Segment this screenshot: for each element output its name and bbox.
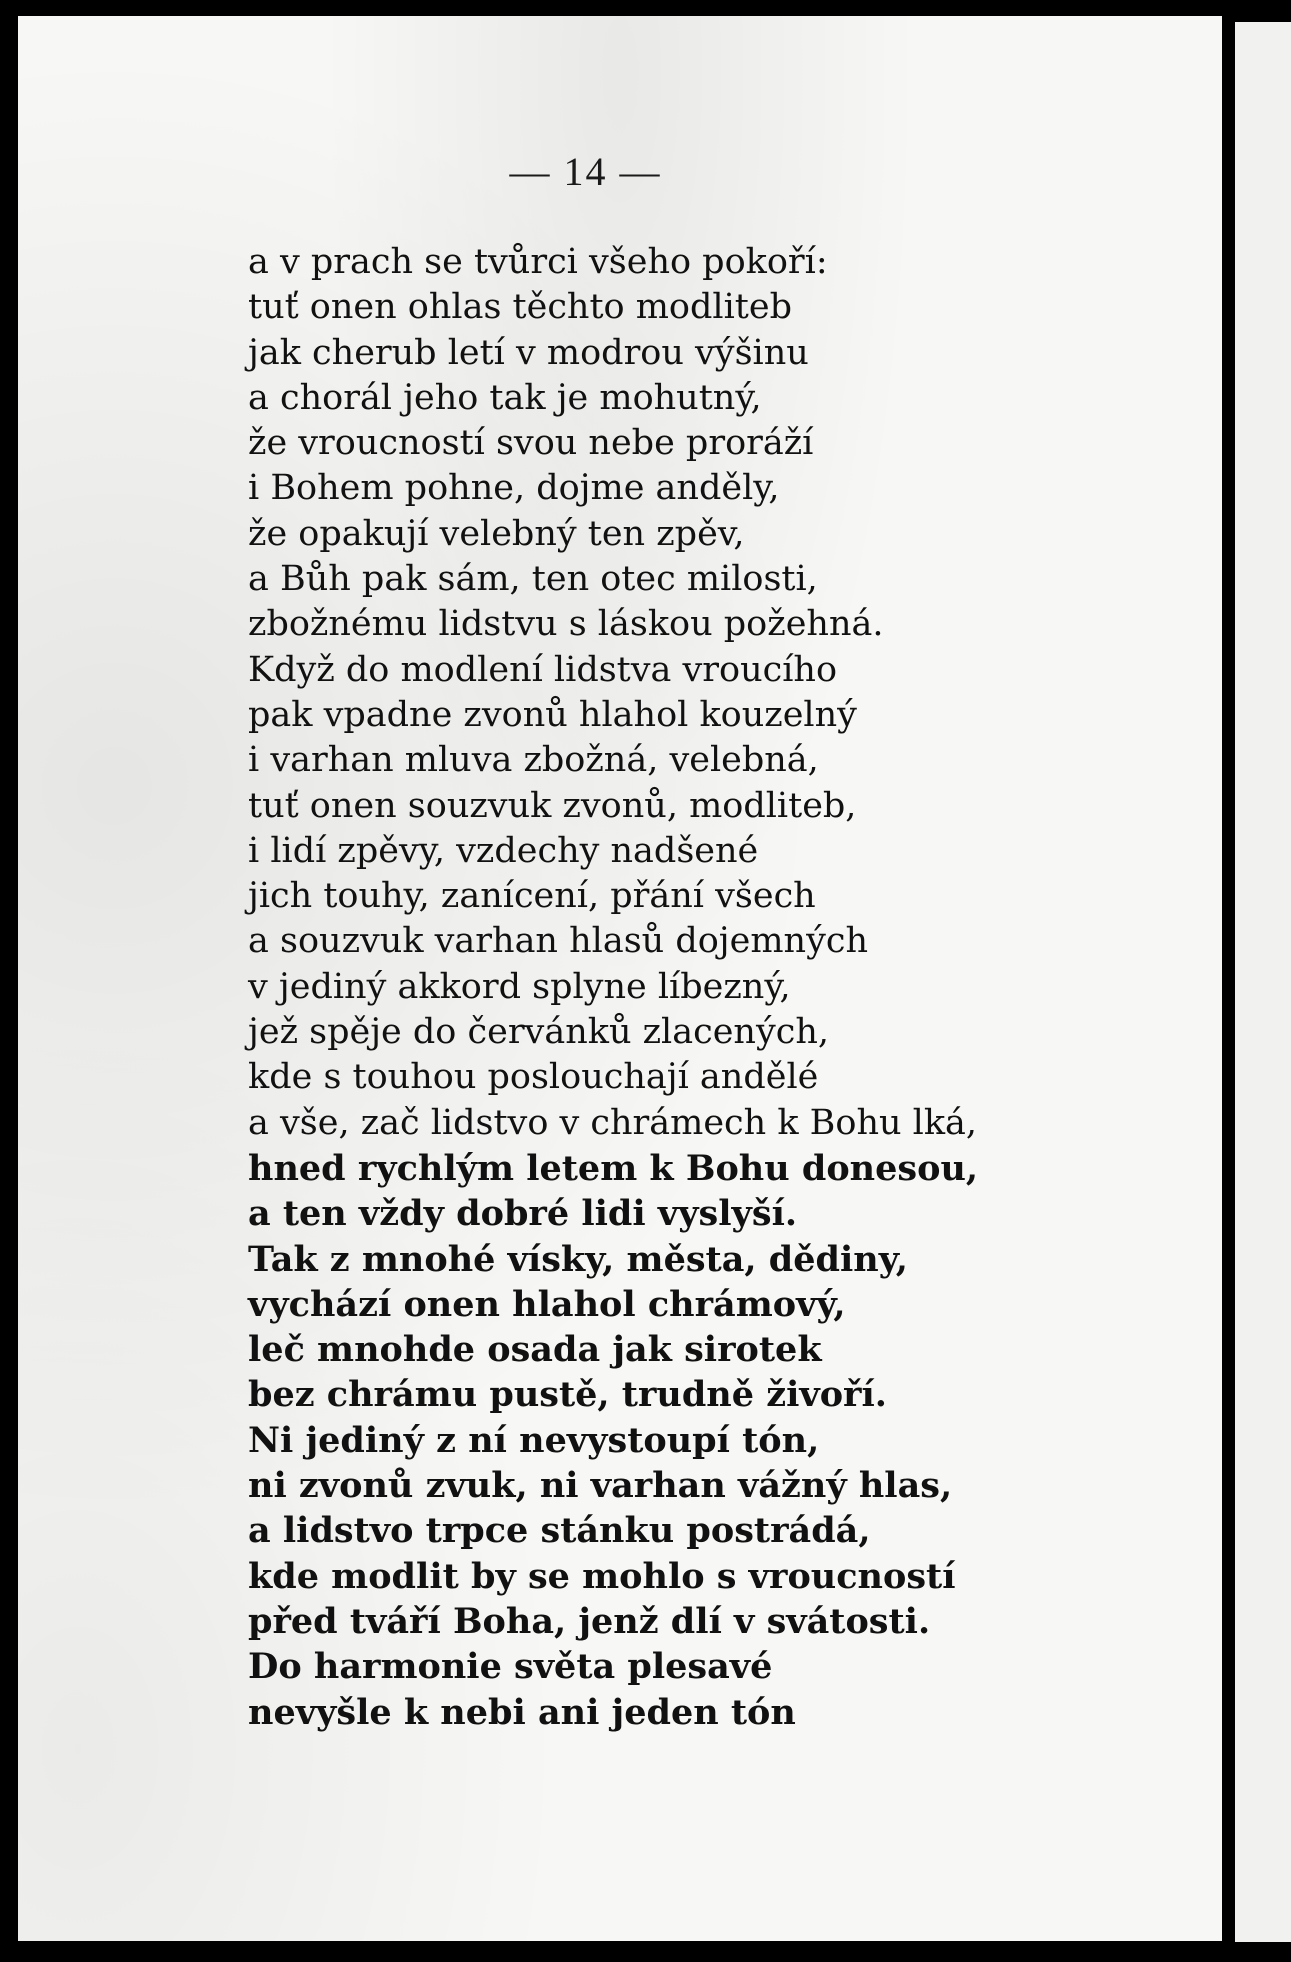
poem-line: i Bohem pohne, dojme anděly, xyxy=(248,468,780,509)
poem-line: nevyšle k nebi ani jeden tón xyxy=(248,1691,796,1733)
poem-line: leč mnohde osada jak sirotek xyxy=(248,1329,822,1371)
poem-line: jich touhy, zanícení, přání všech xyxy=(248,876,816,917)
poem-line: i lidí zpěvy, vzdechy nadšené xyxy=(248,830,759,871)
poem-line: kde modlit by se mohlo s vroucností xyxy=(248,1555,956,1597)
poem-line: jež spěje do červánků zlacených, xyxy=(248,1012,830,1053)
poem-line: a vše, zač lidstvo v chrámech k Bohu lká, xyxy=(248,1102,978,1143)
poem-text xyxy=(248,240,978,1735)
poem-line: Tak z mnohé vísky, města, dědiny, xyxy=(248,1238,908,1280)
page-number-text: — 14 — xyxy=(509,149,662,194)
poem-line: a lidstvo trpce stánku postrádá, xyxy=(248,1510,871,1552)
page-number xyxy=(0,148,1291,195)
poem-line: tuť onen souzvuk zvonů, modliteb, xyxy=(248,785,857,826)
poem-line: kde s touhou poslouchají andělé xyxy=(248,1057,819,1098)
poem-line: Ni jediný z ní nevystoupí tón, xyxy=(248,1419,820,1461)
poem-line: a Bůh pak sám, ten otec milosti, xyxy=(248,559,818,600)
poem-line: že opakují velebný ten zpěv, xyxy=(248,513,745,554)
poem-line: i varhan mluva zbožná, velebná, xyxy=(248,740,819,781)
poem-line: jak cherub letí v modrou výšinu xyxy=(248,332,809,373)
poem-line: vychází onen hlahol chrámový, xyxy=(248,1283,846,1325)
poem-line: hned rychlým letem k Bohu donesou, xyxy=(248,1147,979,1189)
poem-line: zbožnému lidstvu s láskou požehná. xyxy=(248,604,884,645)
poem-line: tuť onen ohlas těchto modliteb xyxy=(248,287,792,328)
poem-line: a chorál jeho tak je mohutný, xyxy=(248,377,762,418)
poem-line: Do harmonie světa plesavé xyxy=(248,1646,773,1688)
poem-line: před tváří Boha, jenž dlí v svátosti. xyxy=(248,1600,931,1642)
poem-line: ni zvonů zvuk, ni varhan vážný hlas, xyxy=(248,1465,953,1507)
poem-line: bez chrámu pustě, trudně živoří. xyxy=(248,1374,887,1416)
poem-line: pak vpadne zvonů hlahol kouzelný xyxy=(248,694,857,735)
adjacent-page-edge xyxy=(1235,22,1291,1942)
poem-line: a souzvuk varhan hlasů dojemných xyxy=(248,921,869,962)
poem-line: a v prach se tvůrci všeho pokoří: xyxy=(248,242,828,282)
poem-line: že vroucností svou nebe proráží xyxy=(248,423,814,464)
poem-line: v jediný akkord splyne líbezný, xyxy=(248,966,791,1007)
poem-line: Když do modlení lidstva vroucího xyxy=(248,649,838,690)
poem-line: a ten vždy dobré lidi vyslyší. xyxy=(248,1193,798,1235)
